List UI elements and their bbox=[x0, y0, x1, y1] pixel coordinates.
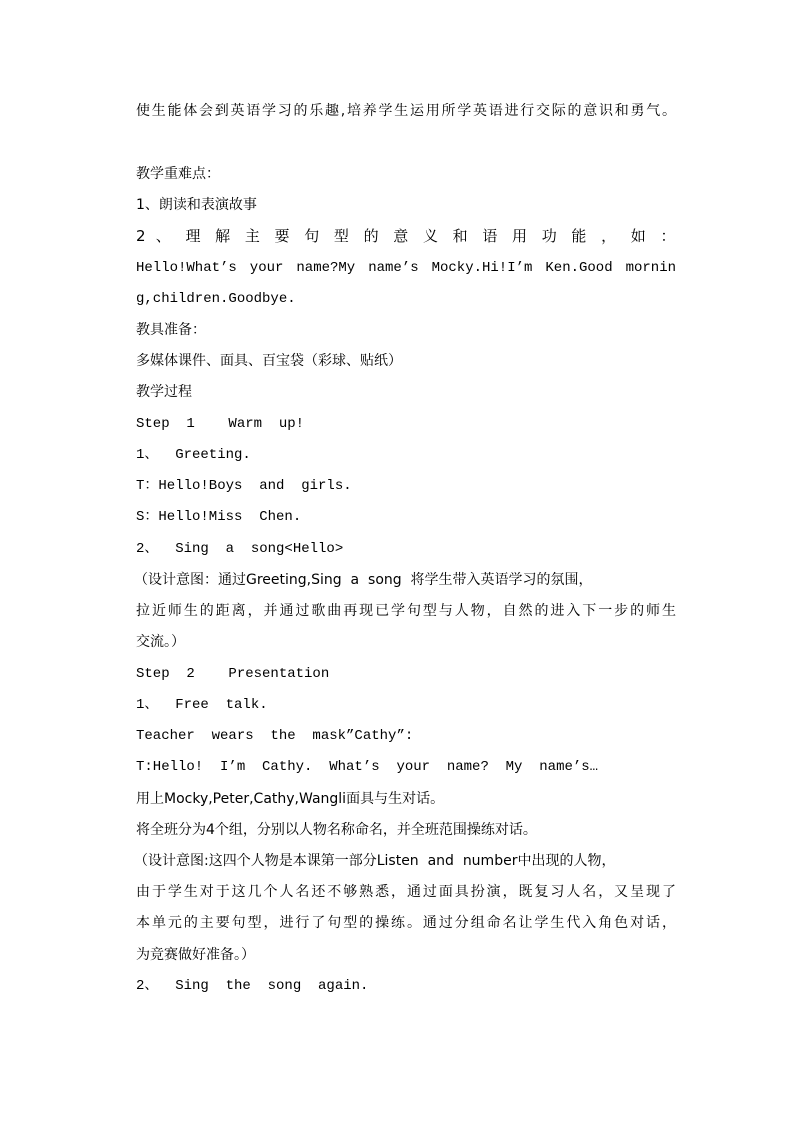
paragraph-line: Hello!What’s your name?My name’s Mocky.Hi!I’m Ken.Good mornin bbox=[136, 260, 676, 276]
paragraph-line: 将全班分为4个组，分别以人物名称命名，并全班范围操练对话。 bbox=[136, 822, 537, 838]
paragraph-line: 用上Mocky,Peter,Cathy,Wangli面具与生对话。 bbox=[136, 791, 445, 807]
design-intent-line: 本单元的主要句型，进行了句型的操练。通过分组命名让学生代入角色对话， bbox=[136, 915, 676, 931]
paragraph-line: Teacher wears the mask”Cathy”: bbox=[136, 728, 414, 744]
step-heading: Step 1 Warm up! bbox=[136, 416, 305, 432]
dialogue-line: T:Hello! I’m Cathy. What’s your name? My name’s… bbox=[136, 759, 599, 775]
design-intent-line: （设计意图：通过Greeting,Sing a song 将学生带入英语学习的氛围， bbox=[134, 572, 593, 588]
design-intent-line: 为竞赛做好准备。） bbox=[136, 947, 255, 963]
heading-teaching-process: 教学过程 bbox=[136, 384, 192, 400]
list-item: 2、 Sing the song again. bbox=[136, 978, 369, 994]
list-item: 1、 Greeting. bbox=[136, 447, 251, 463]
list-item: 2 、 理 解 主 要 句 型 的 意 义 和 语 用 功 能 ， 如 ： bbox=[136, 227, 676, 245]
dialogue-line: T：Hello!Boys and girls. bbox=[136, 478, 352, 494]
paragraph-line: 多媒体课件、面具、百宝袋（彩球、贴纸） bbox=[136, 353, 402, 369]
design-intent-line: 拉近师生的距离，并通过歌曲再现已学句型与人物，自然的进入下一步的师生 bbox=[136, 603, 676, 619]
paragraph-line: g,children.Goodbye. bbox=[136, 291, 296, 307]
design-intent-line: （设计意图:这四个人物是本课第一部分Listen and number中出现的人物， bbox=[134, 853, 616, 869]
design-intent-line: 交流。） bbox=[136, 634, 185, 650]
paragraph-line: 使生能体会到英语学习的乐趣,培养学生运用所学英语进行交际的意识和勇气。 bbox=[136, 103, 676, 119]
list-item: 1、朗读和表演故事 bbox=[136, 197, 257, 213]
list-item: 2、 Sing a song<Hello> bbox=[136, 541, 344, 557]
heading-teaching-aids: 教具准备： bbox=[136, 322, 206, 338]
design-intent-line: 由于学生对于这几个人名还不够熟悉，通过面具扮演，既复习人名，又呈现了 bbox=[136, 884, 676, 900]
heading-key-points: 教学重难点： bbox=[136, 166, 220, 182]
list-item: 1、 Free talk. bbox=[136, 697, 268, 713]
step-heading: Step 2 Presentation bbox=[136, 666, 330, 682]
dialogue-line: S：Hello!Miss Chen. bbox=[136, 509, 302, 525]
